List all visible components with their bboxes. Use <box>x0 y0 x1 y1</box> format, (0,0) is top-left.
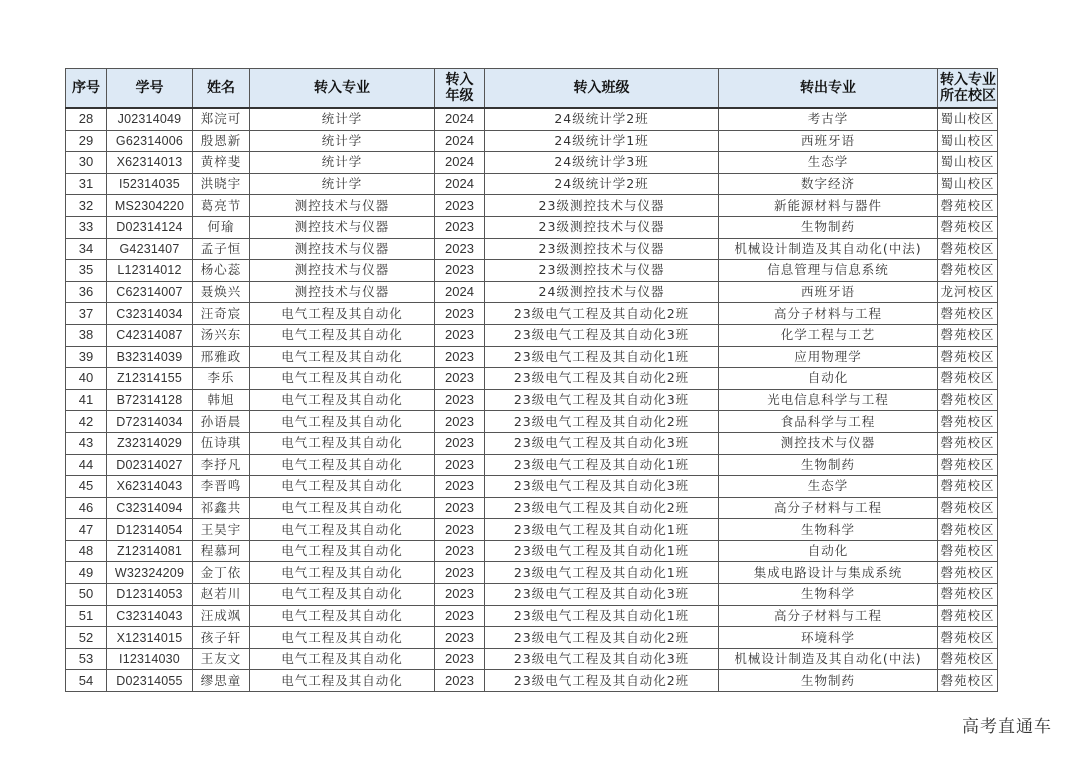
cell-seq: 42 <box>66 411 107 433</box>
cell-from-major: 生态学 <box>719 476 938 498</box>
cell-from-major: 信息管理与信息系统 <box>719 260 938 282</box>
cell-from-major: 自动化 <box>719 368 938 390</box>
cell-to-major: 电气工程及其自动化 <box>250 540 435 562</box>
cell-campus: 磬苑校区 <box>938 432 998 454</box>
table-row <box>66 562 998 584</box>
cell-to-class: 24级测控技术与仪器 <box>485 281 719 303</box>
cell-to-class: 23级电气工程及其自动化1班 <box>485 605 719 627</box>
cell-to-major: 统计学 <box>250 108 435 130</box>
cell-seq: 38 <box>66 324 107 346</box>
cell-name: 韩旭 <box>193 389 250 411</box>
cell-seq: 31 <box>66 173 107 195</box>
table-row <box>66 195 998 217</box>
cell-to-class: 23级电气工程及其自动化2班 <box>485 411 719 433</box>
cell-to-class: 23级电气工程及其自动化2班 <box>485 368 719 390</box>
table-row <box>66 648 998 670</box>
header-campus <box>938 69 998 109</box>
cell-name: 殷恩新 <box>193 130 250 152</box>
cell-student-id: L12314012 <box>107 260 193 282</box>
table-row <box>66 346 998 368</box>
cell-name: 李乐 <box>193 368 250 390</box>
cell-campus: 磬苑校区 <box>938 368 998 390</box>
cell-to-class: 23级电气工程及其自动化3班 <box>485 476 719 498</box>
cell-seq: 29 <box>66 130 107 152</box>
cell-to-class: 24级统计学1班 <box>485 130 719 152</box>
cell-name: 汤兴东 <box>193 324 250 346</box>
cell-student-id: G4231407 <box>107 238 193 260</box>
cell-campus: 磬苑校区 <box>938 627 998 649</box>
cell-name: 郑浣可 <box>193 108 250 130</box>
table-row <box>66 476 998 498</box>
cell-name: 王友文 <box>193 648 250 670</box>
cell-name: 孟子恒 <box>193 238 250 260</box>
header-name: 姓名 <box>193 69 250 109</box>
header-campus-label: 转入专业所在校区 <box>940 72 996 104</box>
cell-seq: 49 <box>66 562 107 584</box>
cell-to-class: 24级统计学2班 <box>485 173 719 195</box>
cell-campus: 磬苑校区 <box>938 519 998 541</box>
cell-student-id: X12314015 <box>107 627 193 649</box>
cell-to-class: 23级测控技术与仪器 <box>485 216 719 238</box>
table-row <box>66 454 998 476</box>
cell-seq: 34 <box>66 238 107 260</box>
cell-campus: 蜀山校区 <box>938 130 998 152</box>
cell-seq: 46 <box>66 497 107 519</box>
cell-name: 李抒凡 <box>193 454 250 476</box>
cell-to-year: 2023 <box>435 519 485 541</box>
cell-campus: 磬苑校区 <box>938 670 998 692</box>
cell-from-major: 西班牙语 <box>719 281 938 303</box>
cell-student-id: B72314128 <box>107 389 193 411</box>
cell-to-year: 2023 <box>435 648 485 670</box>
cell-to-class: 23级电气工程及其自动化3班 <box>485 432 719 454</box>
cell-name: 何瑜 <box>193 216 250 238</box>
table-row <box>66 605 998 627</box>
cell-to-class: 23级电气工程及其自动化2班 <box>485 303 719 325</box>
cell-student-id: C42314087 <box>107 324 193 346</box>
cell-student-id: X62314043 <box>107 476 193 498</box>
cell-to-year: 2024 <box>435 108 485 130</box>
cell-name: 李晋鸣 <box>193 476 250 498</box>
cell-to-class: 23级测控技术与仪器 <box>485 238 719 260</box>
cell-name: 邢雅政 <box>193 346 250 368</box>
cell-to-year: 2023 <box>435 324 485 346</box>
cell-to-class: 23级电气工程及其自动化3班 <box>485 648 719 670</box>
cell-seq: 41 <box>66 389 107 411</box>
cell-to-major: 电气工程及其自动化 <box>250 324 435 346</box>
cell-seq: 30 <box>66 152 107 174</box>
cell-from-major: 生物制药 <box>719 670 938 692</box>
cell-to-year: 2023 <box>435 540 485 562</box>
cell-from-major: 机械设计制造及其自动化(中法) <box>719 238 938 260</box>
cell-to-year: 2023 <box>435 562 485 584</box>
transfer-students-table <box>65 68 998 692</box>
cell-seq: 33 <box>66 216 107 238</box>
cell-campus: 磬苑校区 <box>938 303 998 325</box>
table-row <box>66 411 998 433</box>
cell-campus: 磬苑校区 <box>938 562 998 584</box>
cell-to-major: 电气工程及其自动化 <box>250 648 435 670</box>
cell-to-major: 电气工程及其自动化 <box>250 346 435 368</box>
table-row <box>66 281 998 303</box>
cell-to-major: 电气工程及其自动化 <box>250 519 435 541</box>
cell-name: 赵若川 <box>193 584 250 606</box>
cell-from-major: 高分子材料与工程 <box>719 497 938 519</box>
table-row <box>66 238 998 260</box>
cell-student-id: I12314030 <box>107 648 193 670</box>
cell-from-major: 光电信息科学与工程 <box>719 389 938 411</box>
cell-seq: 35 <box>66 260 107 282</box>
cell-seq: 53 <box>66 648 107 670</box>
cell-name: 聂焕兴 <box>193 281 250 303</box>
cell-to-major: 测控技术与仪器 <box>250 238 435 260</box>
cell-to-class: 23级电气工程及其自动化2班 <box>485 497 719 519</box>
cell-from-major: 考古学 <box>719 108 938 130</box>
cell-name: 伍诗琪 <box>193 432 250 454</box>
cell-to-major: 电气工程及其自动化 <box>250 432 435 454</box>
cell-from-major: 数字经济 <box>719 173 938 195</box>
cell-to-year: 2023 <box>435 476 485 498</box>
cell-to-major: 电气工程及其自动化 <box>250 303 435 325</box>
cell-student-id: Z12314081 <box>107 540 193 562</box>
table-body <box>66 108 998 692</box>
cell-student-id: W32324209 <box>107 562 193 584</box>
cell-name: 缪思童 <box>193 670 250 692</box>
cell-to-year: 2023 <box>435 605 485 627</box>
table-row <box>66 260 998 282</box>
header-to-year <box>435 69 485 109</box>
cell-from-major: 西班牙语 <box>719 130 938 152</box>
cell-student-id: B32314039 <box>107 346 193 368</box>
cell-from-major: 环境科学 <box>719 627 938 649</box>
cell-to-class: 23级电气工程及其自动化3班 <box>485 389 719 411</box>
cell-to-class: 23级电气工程及其自动化1班 <box>485 562 719 584</box>
cell-seq: 28 <box>66 108 107 130</box>
cell-seq: 51 <box>66 605 107 627</box>
cell-campus: 磬苑校区 <box>938 605 998 627</box>
cell-campus: 磬苑校区 <box>938 411 998 433</box>
cell-from-major: 高分子材料与工程 <box>719 303 938 325</box>
header-from-major: 转出专业 <box>719 69 938 109</box>
cell-campus: 磬苑校区 <box>938 648 998 670</box>
cell-to-year: 2023 <box>435 260 485 282</box>
table-row <box>66 627 998 649</box>
header-student-id: 学号 <box>107 69 193 109</box>
cell-campus: 磬苑校区 <box>938 238 998 260</box>
cell-campus: 蜀山校区 <box>938 173 998 195</box>
cell-student-id: MS2304220 <box>107 195 193 217</box>
cell-from-major: 测控技术与仪器 <box>719 432 938 454</box>
cell-student-id: I52314035 <box>107 173 193 195</box>
table-row <box>66 368 998 390</box>
cell-name: 葛亮节 <box>193 195 250 217</box>
cell-to-class: 23级电气工程及其自动化1班 <box>485 454 719 476</box>
cell-from-major: 机械设计制造及其自动化(中法) <box>719 648 938 670</box>
cell-name: 孙语晨 <box>193 411 250 433</box>
cell-to-year: 2023 <box>435 432 485 454</box>
table-header-row <box>66 69 998 109</box>
watermark-text: 高考直通车 <box>962 717 1052 737</box>
table-row <box>66 324 998 346</box>
cell-to-class: 23级电气工程及其自动化1班 <box>485 519 719 541</box>
cell-to-year: 2023 <box>435 411 485 433</box>
cell-name: 黄梓斐 <box>193 152 250 174</box>
cell-from-major: 生态学 <box>719 152 938 174</box>
table-row <box>66 497 998 519</box>
cell-to-class: 24级统计学3班 <box>485 152 719 174</box>
cell-campus: 磬苑校区 <box>938 454 998 476</box>
header-seq: 序号 <box>66 69 107 109</box>
cell-from-major: 自动化 <box>719 540 938 562</box>
cell-to-class: 23级电气工程及其自动化3班 <box>485 584 719 606</box>
cell-seq: 37 <box>66 303 107 325</box>
cell-seq: 48 <box>66 540 107 562</box>
cell-seq: 39 <box>66 346 107 368</box>
header-to-year-label: 转入年级 <box>445 72 474 104</box>
cell-campus: 磬苑校区 <box>938 476 998 498</box>
cell-from-major: 生物科学 <box>719 584 938 606</box>
cell-name: 金丁依 <box>193 562 250 584</box>
cell-to-year: 2023 <box>435 627 485 649</box>
cell-to-major: 电气工程及其自动化 <box>250 368 435 390</box>
cell-campus: 磬苑校区 <box>938 216 998 238</box>
cell-to-year: 2023 <box>435 195 485 217</box>
table-row <box>66 584 998 606</box>
cell-seq: 43 <box>66 432 107 454</box>
cell-name: 孩子轩 <box>193 627 250 649</box>
cell-student-id: G62314006 <box>107 130 193 152</box>
cell-to-major: 电气工程及其自动化 <box>250 562 435 584</box>
cell-campus: 龙河校区 <box>938 281 998 303</box>
table-row <box>66 432 998 454</box>
cell-to-class: 24级统计学2班 <box>485 108 719 130</box>
cell-from-major: 高分子材料与工程 <box>719 605 938 627</box>
cell-campus: 磬苑校区 <box>938 195 998 217</box>
table-row <box>66 152 998 174</box>
cell-from-major: 食品科学与工程 <box>719 411 938 433</box>
cell-from-major: 新能源材料与器件 <box>719 195 938 217</box>
cell-to-major: 统计学 <box>250 152 435 174</box>
cell-student-id: C32314043 <box>107 605 193 627</box>
cell-campus: 磬苑校区 <box>938 497 998 519</box>
cell-to-class: 23级电气工程及其自动化1班 <box>485 540 719 562</box>
cell-seq: 32 <box>66 195 107 217</box>
cell-seq: 40 <box>66 368 107 390</box>
table-row <box>66 540 998 562</box>
cell-to-major: 统计学 <box>250 173 435 195</box>
cell-from-major: 集成电路设计与集成系统 <box>719 562 938 584</box>
cell-to-major: 测控技术与仪器 <box>250 260 435 282</box>
cell-name: 王昊宇 <box>193 519 250 541</box>
cell-to-year: 2024 <box>435 152 485 174</box>
table-row <box>66 216 998 238</box>
cell-seq: 44 <box>66 454 107 476</box>
cell-name: 汪成飒 <box>193 605 250 627</box>
cell-to-major: 电气工程及其自动化 <box>250 627 435 649</box>
cell-student-id: D72314034 <box>107 411 193 433</box>
cell-campus: 磬苑校区 <box>938 346 998 368</box>
cell-to-year: 2024 <box>435 281 485 303</box>
cell-to-major: 电气工程及其自动化 <box>250 389 435 411</box>
cell-student-id: C32314034 <box>107 303 193 325</box>
cell-to-year: 2023 <box>435 368 485 390</box>
cell-student-id: J02314049 <box>107 108 193 130</box>
cell-to-year: 2024 <box>435 130 485 152</box>
table-row <box>66 108 998 130</box>
header-to-major: 转入专业 <box>250 69 435 109</box>
cell-to-major: 电气工程及其自动化 <box>250 454 435 476</box>
cell-to-major: 电气工程及其自动化 <box>250 497 435 519</box>
cell-campus: 蜀山校区 <box>938 152 998 174</box>
cell-to-major: 测控技术与仪器 <box>250 216 435 238</box>
cell-student-id: D12314054 <box>107 519 193 541</box>
cell-from-major: 应用物理学 <box>719 346 938 368</box>
cell-to-class: 23级电气工程及其自动化2班 <box>485 627 719 649</box>
cell-from-major: 生物制药 <box>719 454 938 476</box>
cell-from-major: 化学工程与工艺 <box>719 324 938 346</box>
cell-to-year: 2023 <box>435 303 485 325</box>
table-row <box>66 670 998 692</box>
cell-campus: 蜀山校区 <box>938 108 998 130</box>
cell-to-year: 2023 <box>435 497 485 519</box>
cell-student-id: D02314124 <box>107 216 193 238</box>
cell-student-id: D02314055 <box>107 670 193 692</box>
table-row <box>66 519 998 541</box>
cell-name: 程慕珂 <box>193 540 250 562</box>
cell-student-id: D02314027 <box>107 454 193 476</box>
cell-to-major: 电气工程及其自动化 <box>250 670 435 692</box>
cell-to-year: 2023 <box>435 584 485 606</box>
cell-to-year: 2023 <box>435 389 485 411</box>
cell-to-major: 电气工程及其自动化 <box>250 476 435 498</box>
cell-to-class: 23级测控技术与仪器 <box>485 260 719 282</box>
cell-to-class: 23级电气工程及其自动化3班 <box>485 324 719 346</box>
cell-to-class: 23级电气工程及其自动化2班 <box>485 670 719 692</box>
cell-to-year: 2023 <box>435 670 485 692</box>
cell-to-major: 电气工程及其自动化 <box>250 411 435 433</box>
table-row <box>66 389 998 411</box>
cell-to-year: 2023 <box>435 238 485 260</box>
cell-student-id: Z12314155 <box>107 368 193 390</box>
cell-seq: 50 <box>66 584 107 606</box>
cell-student-id: Z32314029 <box>107 432 193 454</box>
cell-to-major: 测控技术与仪器 <box>250 195 435 217</box>
cell-seq: 45 <box>66 476 107 498</box>
cell-campus: 磬苑校区 <box>938 584 998 606</box>
cell-campus: 磬苑校区 <box>938 260 998 282</box>
cell-to-major: 电气工程及其自动化 <box>250 584 435 606</box>
cell-from-major: 生物科学 <box>719 519 938 541</box>
cell-to-year: 2024 <box>435 173 485 195</box>
cell-to-year: 2023 <box>435 216 485 238</box>
cell-student-id: X62314013 <box>107 152 193 174</box>
cell-name: 洪晓宇 <box>193 173 250 195</box>
cell-student-id: C32314094 <box>107 497 193 519</box>
cell-seq: 47 <box>66 519 107 541</box>
cell-seq: 36 <box>66 281 107 303</box>
cell-campus: 磬苑校区 <box>938 389 998 411</box>
cell-seq: 52 <box>66 627 107 649</box>
table-row <box>66 173 998 195</box>
cell-to-major: 测控技术与仪器 <box>250 281 435 303</box>
cell-name: 汪奇宸 <box>193 303 250 325</box>
header-to-class: 转入班级 <box>485 69 719 109</box>
cell-name: 杨心蕊 <box>193 260 250 282</box>
cell-seq: 54 <box>66 670 107 692</box>
cell-student-id: D12314053 <box>107 584 193 606</box>
cell-to-major: 电气工程及其自动化 <box>250 605 435 627</box>
table-row <box>66 130 998 152</box>
cell-student-id: C62314007 <box>107 281 193 303</box>
cell-from-major: 生物制药 <box>719 216 938 238</box>
cell-to-year: 2023 <box>435 454 485 476</box>
cell-name: 祁鑫共 <box>193 497 250 519</box>
table-row <box>66 303 998 325</box>
cell-campus: 磬苑校区 <box>938 540 998 562</box>
cell-to-major: 统计学 <box>250 130 435 152</box>
cell-to-class: 23级电气工程及其自动化1班 <box>485 346 719 368</box>
cell-to-class: 23级测控技术与仪器 <box>485 195 719 217</box>
cell-campus: 磬苑校区 <box>938 324 998 346</box>
cell-to-year: 2023 <box>435 346 485 368</box>
